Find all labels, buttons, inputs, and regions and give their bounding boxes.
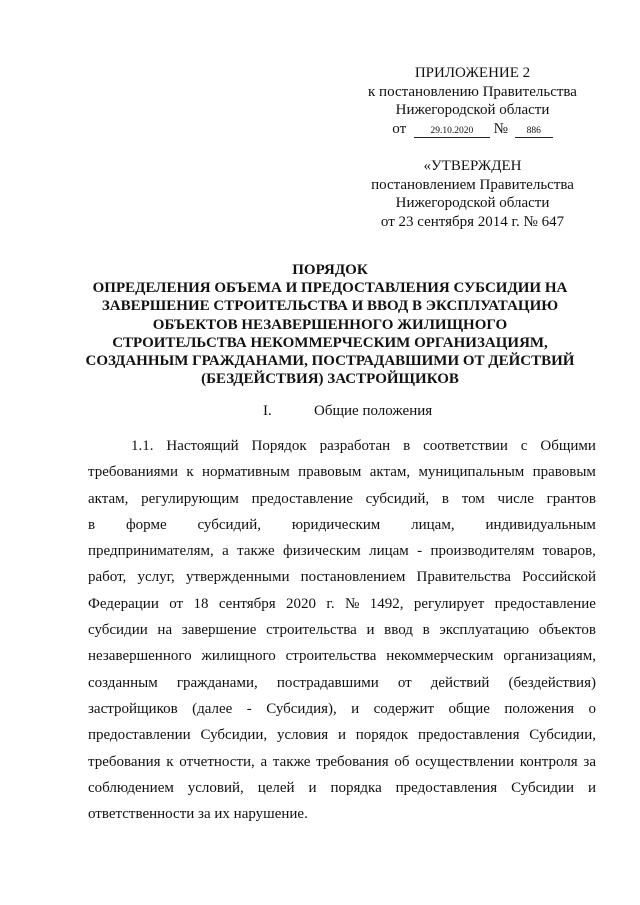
body-word: правовым: [298, 464, 362, 481]
body-word: незавершенного: [88, 648, 192, 665]
title-line: СТРОИТЕЛЬСТВА НЕКОММЕРЧЕСКИМ ОРГАНИЗАЦИЯМ,: [112, 334, 548, 351]
body-paragraph: [88, 433, 596, 827]
body-word: об: [394, 753, 410, 770]
approved-date-line: от 23 сентября 2014 г. № 647: [380, 213, 565, 230]
body-word: предоставление: [251, 490, 353, 507]
body-word: предоставления: [417, 727, 520, 744]
body-word: некоммерческим: [386, 648, 494, 665]
approved-title: «УТВЕРЖДЕН: [423, 158, 522, 174]
body-word: и: [351, 700, 360, 717]
body-word: соответствии: [423, 438, 508, 454]
body-word: эксплуатацию: [439, 622, 530, 639]
resolution-date: 29.10.2020: [414, 125, 490, 138]
body-word: регулирует: [413, 595, 485, 612]
body-line: [88, 591, 596, 617]
body-word: гражданами,: [176, 674, 258, 691]
body-line: [88, 512, 596, 538]
body-word: предоставлении: [88, 727, 191, 744]
body-word: постановлением: [300, 569, 406, 586]
approved-block: [345, 157, 600, 231]
body-word: положения: [504, 700, 575, 717]
body-word: пострадавшими: [276, 674, 379, 691]
body-word: Российской: [522, 569, 596, 586]
body-word: актам,: [369, 464, 411, 481]
body-word: предоставления: [395, 779, 498, 796]
body-word: субсидии: [88, 622, 148, 639]
body-word: а: [260, 753, 268, 770]
body-word: Порядок: [251, 438, 307, 454]
body-word: их: [214, 806, 234, 823]
body-word: строительства: [266, 622, 357, 639]
body-word: застройщиков: [88, 700, 178, 717]
body-word: 2020: [286, 595, 317, 612]
body-word: контроля: [519, 753, 578, 770]
body-word: числе: [497, 490, 534, 507]
body-word: также: [237, 543, 275, 560]
body-word: Субсидия),: [266, 700, 337, 717]
body-word: созданным: [88, 674, 158, 691]
body-word: и: [337, 727, 346, 744]
body-word: порядка: [330, 779, 382, 796]
body-word: физическим: [283, 543, 361, 560]
body-word: и: [587, 779, 596, 796]
body-word: (бездействия): [508, 674, 596, 691]
body-word: о: [588, 700, 596, 717]
body-word: Общими: [540, 438, 596, 454]
body-line: [88, 801, 596, 827]
body-word: в: [403, 438, 411, 454]
body-word: требования: [316, 753, 389, 770]
body-word: (далее: [192, 700, 233, 717]
body-word: и: [366, 622, 375, 639]
body-word: 18: [193, 595, 209, 612]
body-word: жилищного: [201, 648, 276, 665]
title-line: (БЕЗДЕЙСТВИЯ) ЗАСТРОЙЩИКОВ: [201, 371, 459, 388]
body-word: порядок: [355, 727, 409, 744]
body-word: Правительства: [416, 569, 511, 586]
body-word: регулирующим: [141, 490, 239, 507]
resolution-number: 886: [515, 125, 553, 138]
body-word: -: [246, 700, 252, 717]
body-line: [88, 749, 596, 775]
body-word: в: [422, 622, 430, 639]
body-word: условия: [276, 727, 329, 744]
body-word: а: [222, 543, 229, 560]
body-word: лицам,: [411, 516, 455, 533]
body-word: от: [397, 674, 412, 691]
body-word: строительства: [285, 648, 377, 665]
body-word: объектов: [538, 622, 596, 639]
body-line: [88, 696, 596, 722]
appendix-title: ПРИЛОЖЕНИЕ 2: [414, 65, 531, 81]
body-word: Субсидии: [511, 779, 575, 796]
body-line: [88, 670, 596, 696]
body-word: актам,: [88, 490, 129, 507]
body-word: предпринимателям,: [88, 543, 214, 560]
body-word: к: [186, 464, 194, 481]
approved-region-line: Нижегородской области: [395, 195, 550, 211]
body-word: от: [169, 595, 184, 612]
body-line: [88, 564, 596, 590]
section-title: Общие положения: [314, 403, 433, 419]
body-word: к: [166, 753, 174, 770]
body-word: организациям,: [503, 648, 596, 665]
body-word: утвержденными: [185, 569, 290, 586]
approved-resolution-line: постановлением Правительства: [371, 176, 574, 193]
body-word: -: [417, 543, 423, 560]
body-word: целей: [257, 779, 295, 796]
body-word: производителям: [430, 543, 535, 560]
body-word: за: [583, 753, 596, 770]
body-word: форме: [125, 516, 167, 533]
body-line: [88, 433, 596, 459]
title-line: ЗАВЕРШЕНИЕ СТРОИТЕЛЬСТВА И ВВОД В ЭКСПЛУАТАЦИЮ: [101, 298, 559, 315]
title-line: ПОРЯДОК: [292, 262, 368, 278]
appendix-resolution-line: к постановлению Правительства: [368, 83, 577, 100]
body-word: Настоящий: [166, 438, 239, 454]
body-word: товаров,: [542, 543, 596, 560]
body-word: действий: [430, 674, 490, 691]
body-word: требования: [88, 753, 161, 770]
appendix-date-line: [345, 120, 600, 139]
body-word: субсидий,: [197, 516, 261, 533]
body-word: Субсидии,: [529, 727, 596, 744]
body-word: нормативным: [202, 464, 290, 481]
body-word: индивидуальным: [485, 516, 596, 533]
body-word: отчетности,: [179, 753, 255, 770]
body-word: г.: [326, 595, 335, 612]
body-line: [88, 643, 596, 669]
body-line: [88, 617, 596, 643]
body-word: осуществлении: [415, 753, 514, 770]
body-word: муниципальным: [418, 464, 525, 481]
body-word: завершение: [181, 622, 257, 639]
body-word: №: [345, 595, 360, 612]
body-line: [88, 775, 596, 801]
section-number: I.: [263, 403, 272, 419]
title-line: ОПРЕДЕЛЕНИЯ ОБЪЕМА И ПРЕДОСТАВЛЕНИЯ СУБСИДИИ НА: [92, 280, 568, 297]
body-word: в: [88, 516, 96, 533]
appendix-region-line: Нижегородской области: [395, 102, 550, 118]
body-word: содержит: [373, 700, 435, 717]
section-heading: [0, 402, 640, 422]
body-word: ответственности: [88, 806, 199, 823]
body-word: на: [157, 622, 173, 639]
body-word: соблюдением: [88, 779, 174, 796]
body-line: [88, 722, 596, 748]
body-word: с: [520, 438, 528, 454]
body-word: за: [198, 806, 215, 823]
body-word: правовым: [532, 464, 596, 481]
body-word: 1.1.: [131, 438, 154, 454]
number-label: №: [493, 120, 508, 137]
body-word: требованиями: [88, 464, 179, 481]
body-word: юридическим: [291, 516, 381, 533]
body-line: [88, 538, 596, 564]
body-word: Федерации: [88, 595, 159, 612]
body-word: лицам: [369, 543, 409, 560]
body-word: сентября: [218, 595, 276, 612]
body-word: в: [441, 490, 449, 507]
body-word: предоставление: [494, 595, 596, 612]
body-word: услуг,: [137, 569, 175, 586]
body-word: Субсидии,: [200, 727, 268, 744]
body-word: ввод: [384, 622, 413, 639]
title-line: ОБЪЕКТОВ НЕЗАВЕРШЕННОГО ЖИЛИЩНОГО: [152, 316, 508, 333]
body-word: грантов: [546, 490, 596, 507]
body-line: [88, 459, 596, 485]
body-word: общие: [448, 700, 490, 717]
body-word: разработан: [319, 438, 391, 454]
body-word: также: [272, 753, 311, 770]
body-word: нарушение.: [233, 806, 308, 823]
body-word: субсидий,: [365, 490, 430, 507]
document-title: [70, 261, 590, 388]
body-word: работ,: [88, 569, 127, 586]
from-label: от: [392, 120, 407, 137]
body-word: том: [461, 490, 485, 507]
appendix-block: [345, 64, 600, 138]
body-word: и: [308, 779, 317, 796]
title-line: СОЗДАННЫМ ГРАЖДАНАМИ, ПОСТРАДАВШИМИ ОТ ДЕЙСТВИЙ: [85, 353, 575, 370]
body-word: 1492,: [369, 595, 404, 612]
body-line: [88, 486, 596, 512]
body-word: условий,: [187, 779, 244, 796]
